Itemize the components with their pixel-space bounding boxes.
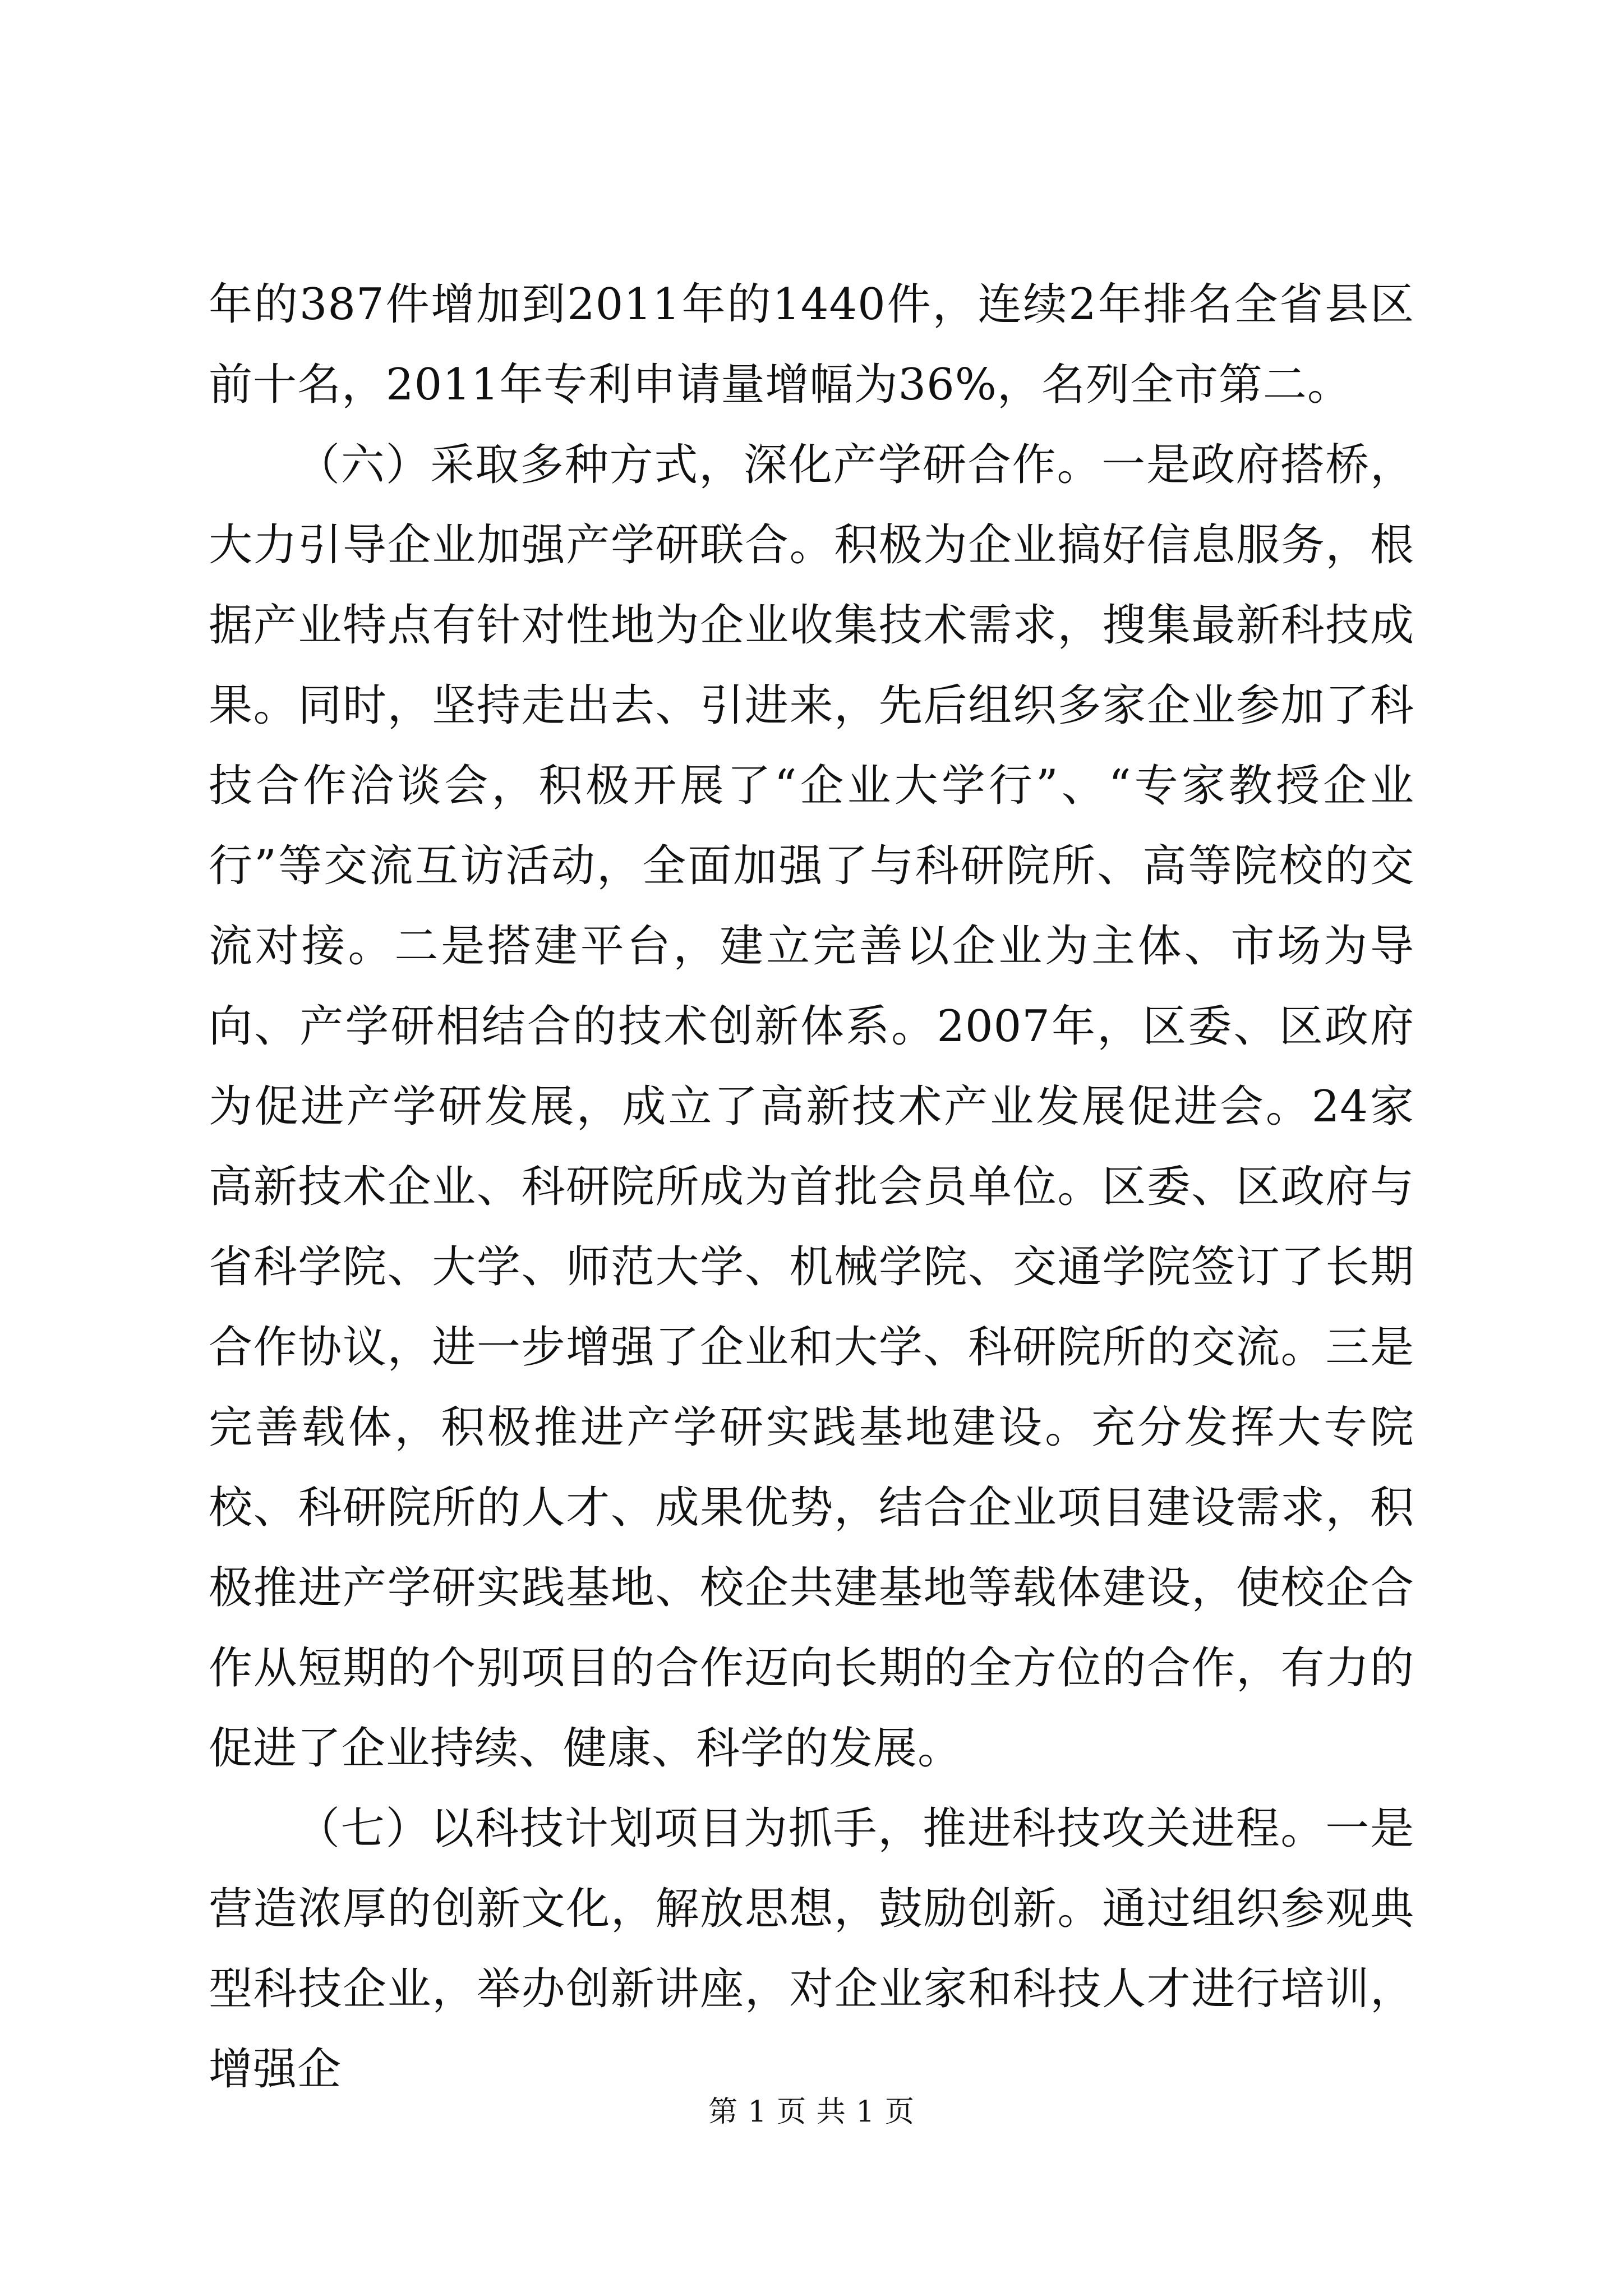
paragraph-section-seven: （七）以科技计划项目为抓手，推进科技攻关进程。一是营造浓厚的创新文化，解放思想，鼓励创新。通过组织参观典型科技企业，举办创新讲座，对企业家和科技人才进行培训，增强企	[209, 1803, 1414, 2095]
document-body	[209, 265, 1414, 2110]
paragraph-section-six: （六）采取多种方式，深化产学研合作。一是政府搭桥，大力引导企业加强产学研联合。积极为企业搞好信息服务，根据产业特点有针对性地为企业收集技术需求，搜集最新科技成果。同时，坚持走出去、引进来，先后组织多家企业参加了科技合作洽谈会，积极开展了“企业大学行”、“专家教授企业行”等交流互访活动，全面加强了与科研院所、高等院校的交流对接。二是搭建平台，建立完善以企业为主体、市场为导向、产学研相结合的技术创新体系。2007年，区委、区政府为促进产学研发展，成立了高新技术产业发展促进会。24家高新技术企业、科研院所成为首批会员单位。区委、区政府与省科学院、大学、师范大学、机械学院、交通学院签订了长期合作协议，进一步增强了企业和大学、科研院所的交流。三是完善载体，积极推进产学研实践基地建设。充分发挥大专院校、科研院所的人才、成果优势，结合企业项目建设需求，积极推进产学研实践基地、校企共建基地等载体建设，使校企合作从短期的个别项目的合作迈向长期的全方位的合作，有力的促进了企业持续、健康、科学的发展。	[209, 440, 1414, 1774]
paragraph-continuation: 年的387件增加到2011年的1440件，连续2年排名全省县区前十名，2011年专利申请量增幅为36%，名列全市第二。	[209, 279, 1414, 410]
page-footer: 第 1 页 共 1 页	[708, 2095, 915, 2129]
